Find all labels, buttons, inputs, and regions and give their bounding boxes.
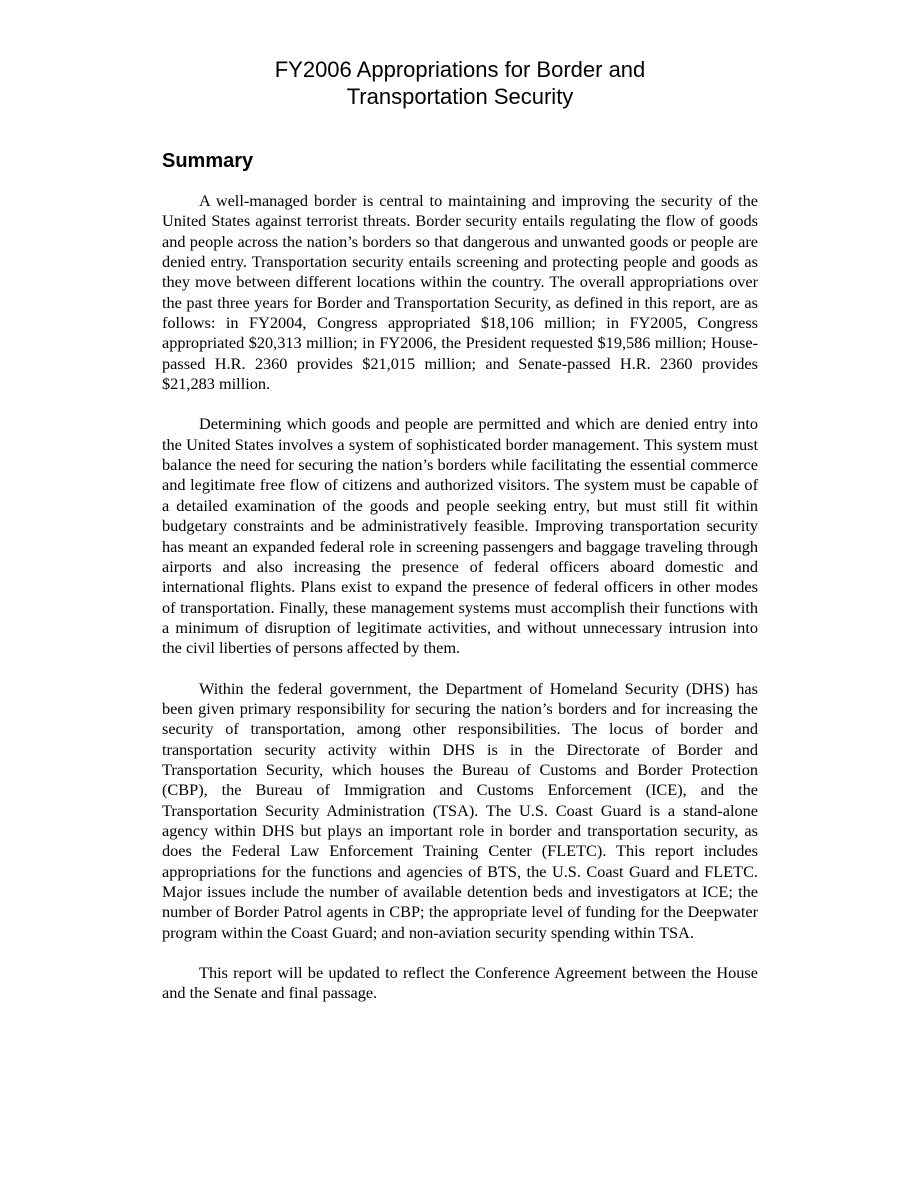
document-title-line-2: Transportation Security bbox=[346, 84, 574, 109]
document-page bbox=[162, 56, 758, 1024]
summary-paragraph-3: Within the federal government, the Department of Homeland Security (DHS) has been given primary responsibility for securing the nation’s borders and for increasing the security of transportation, among other responsibilities. The locus of border and transportation security activity within DHS is in the Directorate of Border and Transportation Security, which houses the Bureau of Customs and Border Protection (CBP), the Bureau of Immigration and Customs Enforcement (ICE), and the Transportation Security Administration (TSA). The U.S. Coast Guard is a stand-alone agency within DHS but plays an important role in border and transportation security, as does the Federal Law Enforcement Training Center (FLETC). This report includes appropriations for the functions and agencies of BTS, the U.S. Coast Guard and FLETC. Major issues include the number of available detention beds and investigators at ICE; the number of Border Patrol agents in CBP; the appropriate level of funding for the Deepwater program within the Coast Guard; and non-aviation security spending within TSA. bbox=[162, 678, 758, 942]
summary-paragraph-1: A well-managed border is central to maintaining and improving the security of the United States against terrorist threats. Border security entails regulating the flow of goods and people across the nation’s borders so that dangerous and unwanted goods or people are denied entry. Transportation security entails screening and protecting people and goods as they move between different locations within the country. The overall appropriations over the past three years for Border and Transportation Security, as defined in this report, are as follows: in FY2004, Congress appropriated $18,106 million; in FY2005, Congress appropriated $20,313 million; in FY2006, the President requested $19,586 million; House-passed H.R. 2360 provides $21,015 million; and Senate-passed H.R. 2360 provides $21,283 million. bbox=[162, 191, 758, 394]
summary-paragraph-4: This report will be updated to reflect the Conference Agreement between the House and the Senate and final passage. bbox=[162, 963, 758, 1003]
summary-paragraph-2: Determining which goods and people are permitted and which are denied entry into the United States involves a system of sophisticated border management. This system must balance the need for securing the nation’s borders while facilitating the essential commerce and legitimate free flow of citizens and authorized visitors. The system must be capable of a detailed examination of the goods and people seeking entry, but must still fit within budgetary constraints and be administratively feasible. Improving transportation security has meant an expanded federal role in screening passengers and baggage traveling through airports and also increasing the presence of federal officers aboard domestic and international flights. Plans exist to expand the presence of federal officers in other modes of transportation. Finally, these management systems must accomplish their functions with a minimum of disruption of legitimate activities, and without unnecessary intrusion into the civil liberties of persons affected by them. bbox=[162, 414, 758, 658]
document-title-line-1: FY2006 Appropriations for Border and bbox=[274, 57, 646, 82]
document-title bbox=[162, 56, 758, 110]
section-heading-summary: Summary bbox=[162, 150, 254, 172]
